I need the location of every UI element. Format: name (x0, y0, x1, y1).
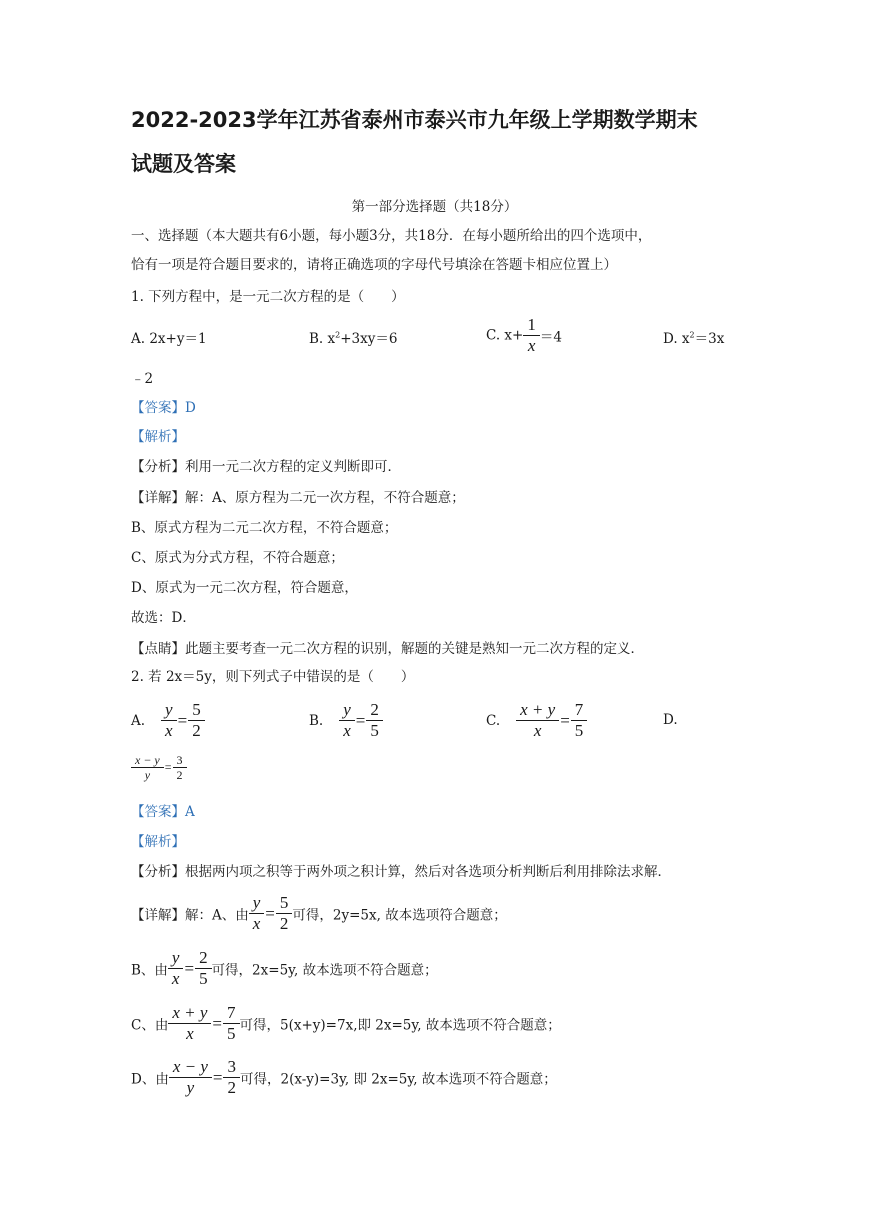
q2-detail-c-right-fraction: $\frac{7}{5}$ (225, 1003, 238, 1044)
q2-option-d (131, 753, 187, 782)
q2-option-b (309, 700, 383, 741)
q2-detail-b-prefix: B、由 (131, 962, 168, 979)
q2-option-b-label: B. (309, 712, 324, 729)
q2-detail-d (131, 1057, 557, 1098)
q2-detail-a-suffix: 可得，2y=5x, 故本选项符合题意； (292, 907, 507, 924)
q1-option-b-rest: +3xy＝6 (340, 331, 398, 347)
q1-option-a: A. 2x+y＝1 (131, 331, 207, 347)
q1-detail-2: B、原式方程为二元二次方程，不符合题意； (131, 520, 398, 536)
q2-a-right-fraction: $\frac{5}{2}$ (190, 700, 203, 741)
equals-sign: = (355, 710, 366, 730)
q1-stem: 1. 下列方程中，是一元二次方程的是（ ） (131, 289, 405, 305)
q1-option-d-continued: ﹣2 (131, 371, 154, 387)
q2-detail-b (131, 948, 438, 989)
q1-option-c-fraction (525, 315, 538, 356)
fraction-denominator: x (523, 335, 540, 356)
q1-analysis-label: 【解析】 (131, 429, 185, 445)
q2-detail-d-suffix: 可得，2(x-y)=3y, 即 2x=5y, 故本选项不符合题意； (239, 1071, 557, 1088)
equals-sign: = (164, 760, 172, 774)
q2-detail-a-right-fraction: $\frac{5}{2}$ (278, 893, 291, 934)
q2-detail-d-prefix: D、由 (131, 1071, 169, 1088)
q1-option-d-rest: ＝3x (694, 331, 725, 347)
q1-option-b (309, 327, 397, 347)
q1-comment: 【点睛】此题主要考查一元二次方程的识别，解题的关键是熟知一元二次方程的定义． (131, 641, 644, 657)
q2-detail-b-left-fraction: $\frac{y}{x}$ (170, 948, 182, 989)
equals-sign: = (177, 710, 188, 730)
q2-detail-b-right-fraction: $\frac{2}{5}$ (197, 948, 210, 989)
q1-detail-3: C、原式为分式方程，不符合题意； (131, 550, 344, 566)
q1-option-c-text: C. x+ (486, 327, 524, 344)
q2-option-c (486, 700, 587, 741)
q1-option-b-text: B. x (309, 331, 336, 347)
equals-sign: = (265, 903, 275, 923)
q2-d-left-fraction: $\frac{x - y}{y}$ (133, 753, 162, 782)
q2-detail-a-left-fraction: $\frac{y}{x}$ (251, 893, 263, 934)
fraction-numerator: 1 (527, 315, 536, 334)
equals-sign: = (560, 710, 570, 730)
q2-option-a (131, 700, 205, 741)
q2-detail-c-prefix: C、由 (131, 1017, 169, 1034)
q2-detail-c (131, 1003, 561, 1044)
q2-c-right-fraction: $\frac{7}{5}$ (573, 700, 586, 741)
section-heading: 第一部分选择题（共18分） (351, 199, 518, 215)
q1-detail-4: D、原式为一元二次方程，符合题意， (131, 580, 358, 596)
q2-detail-a-prefix: 【详解】解：A、由 (131, 907, 249, 924)
q2-option-a-label: A. (131, 712, 146, 729)
q1-option-c (486, 315, 562, 356)
q2-b-left-fraction: $\frac{y}{x}$ (341, 700, 353, 741)
q2-d-right-fraction: $\frac{3}{2}$ (175, 753, 185, 782)
equals-sign: = (184, 958, 195, 978)
q1-option-d (663, 327, 724, 347)
q2-b-right-fraction: $\frac{2}{5}$ (368, 700, 381, 741)
doc-title-line2: 试题及答案 (131, 152, 236, 176)
q2-option-c-label: C. (486, 712, 501, 729)
q2-analysis-label: 【解析】 (131, 834, 185, 850)
q2-fenxi: 【分析】根据两内项之积等于两外项之积计算，然后对各选项分析判断后利用排除法求解． (131, 864, 671, 880)
q2-detail-c-left-fraction: $\frac{x + y}{x}$ (170, 1003, 209, 1044)
q1-option-b-sup: 2 (335, 330, 341, 340)
q1-choose: 故选：D． (131, 610, 196, 626)
q2-option-d-label: D. (663, 712, 678, 728)
q1-option-d-sup: 2 (689, 330, 695, 340)
q2-detail-a (131, 893, 507, 934)
q2-detail-d-right-fraction: $\frac{3}{2}$ (225, 1057, 238, 1098)
q2-c-left-fraction: $\frac{x + y}{x}$ (518, 700, 557, 741)
q2-detail-c-suffix: 可得，5(x+y)=7x,即 2x=5y, 故本选项不符合题意； (239, 1017, 561, 1034)
equals-sign: = (212, 1067, 223, 1087)
equals-sign: = (212, 1013, 222, 1033)
doc-title-line1: 2022-2023学年江苏省泰州市泰兴市九年级上学期数学期末 (131, 108, 698, 132)
q1-answer: 【答案】D (131, 400, 196, 416)
q1-detail-1: 【详解】解：A、原方程为二元一次方程，不符合题意； (131, 490, 465, 506)
instruction-line1: 一、选择题（本大题共有6小题，每小题3分，共18分．在每小题所给出的四个选项中， (131, 228, 652, 244)
q2-detail-b-suffix: 可得，2x=5y, 故本选项不符合题意； (211, 962, 438, 979)
q2-answer: 【答案】A (131, 804, 195, 820)
q2-stem: 2. 若 2x＝5y，则下列式子中错误的是（ ） (131, 669, 415, 685)
q1-fenxi: 【分析】利用一元二次方程的定义判断即可． (131, 459, 401, 475)
q1-option-d-text: D. x (663, 331, 690, 347)
q1-option-c-rest: ＝4 (539, 329, 562, 346)
instruction-line2: 恰有一项是符合题目要求的，请将正确选项的字母代号填涂在答题卡相应位置上） (131, 257, 617, 273)
q2-detail-d-left-fraction: $\frac{x - y}{y}$ (171, 1057, 210, 1098)
q2-a-left-fraction: $\frac{y}{x}$ (163, 700, 175, 741)
